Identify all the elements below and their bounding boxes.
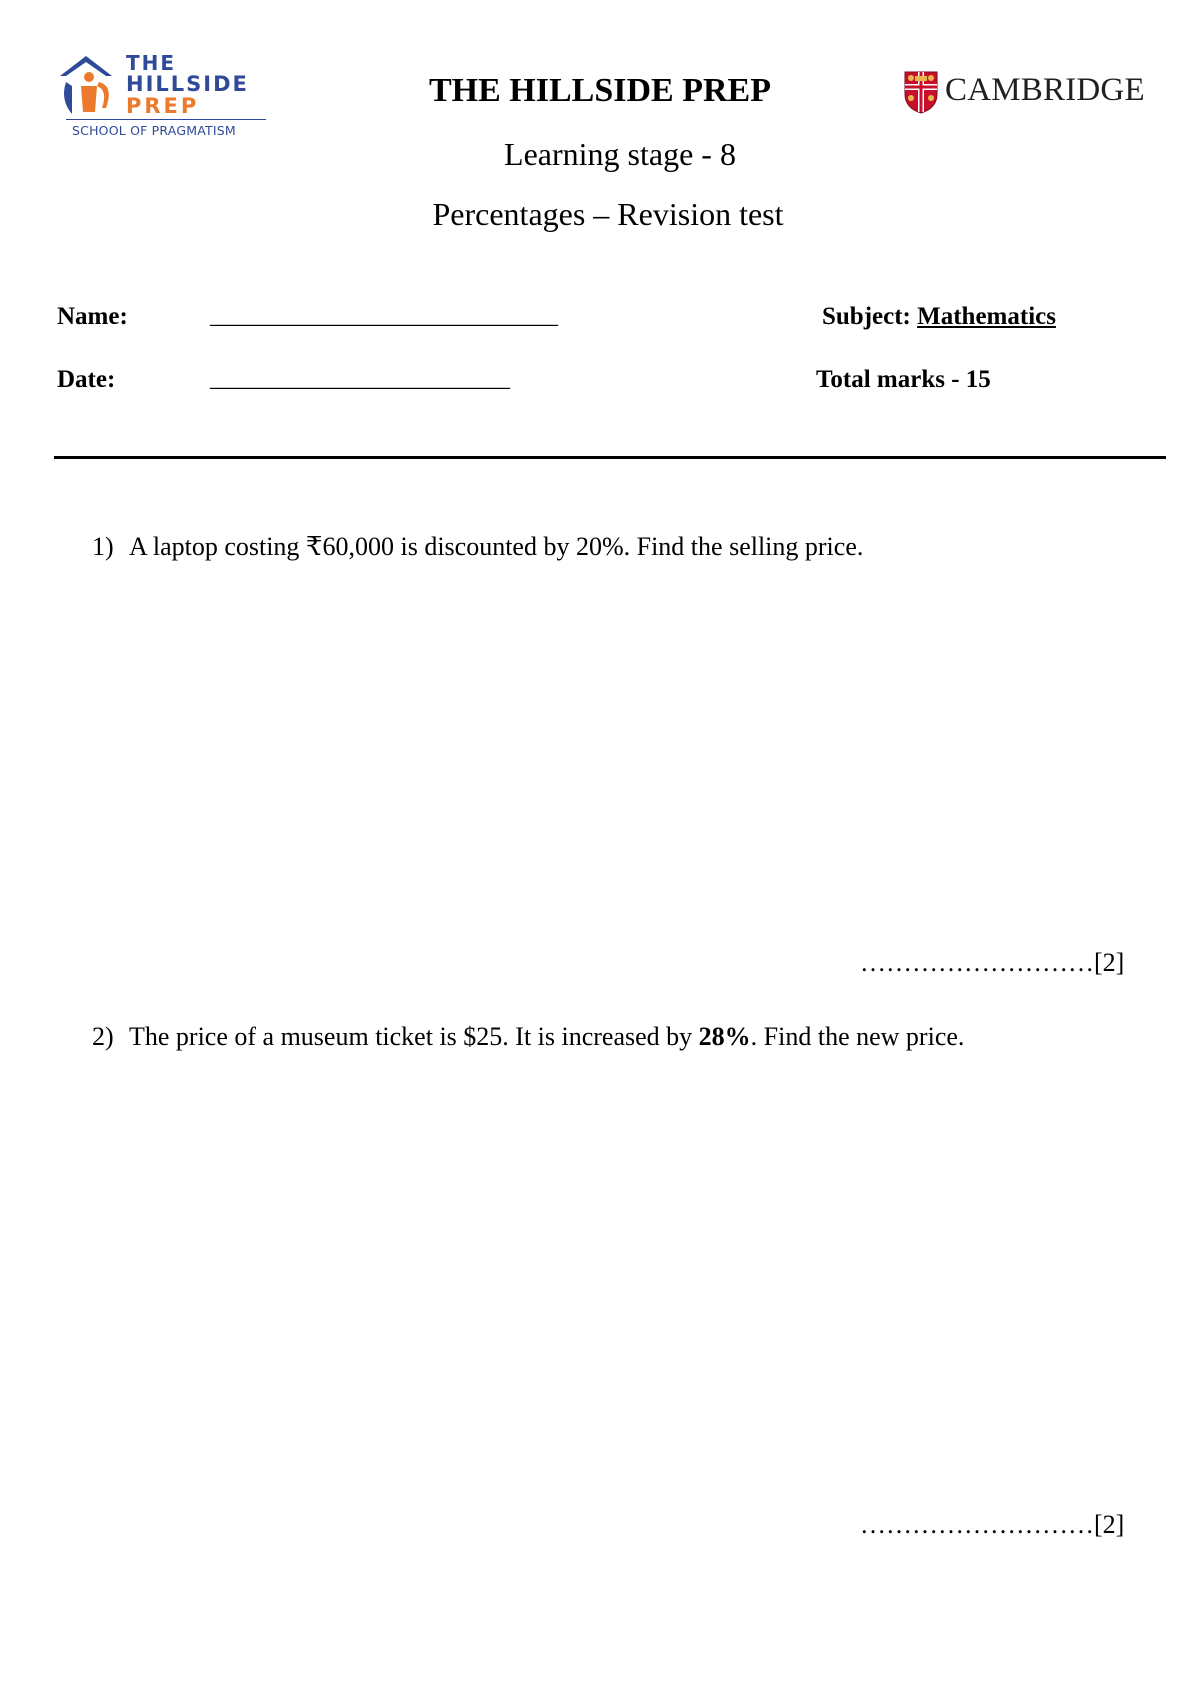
learning-stage: Learning stage - 8: [504, 136, 736, 172]
logo-text-prep: PREP: [126, 94, 200, 118]
question-text-end: . Find the new price.: [750, 1022, 965, 1051]
logo-text-the: THE: [126, 51, 177, 75]
question-text-bold: 28%: [698, 1022, 751, 1051]
logo-divider: [66, 119, 266, 120]
answer-line-2: ………………………[2]: [860, 1510, 1125, 1539]
school-title: THE HILLSIDE PREP: [429, 72, 771, 109]
question-1: [92, 532, 863, 562]
logo-tagline: SCHOOL OF PRAGMATISM: [72, 123, 236, 138]
test-title: Percentages – Revision test: [432, 196, 784, 232]
question-text-start: The price of a museum ticket is $25. It is increased by: [129, 1022, 699, 1051]
name-blank-line: _____________________________: [210, 303, 558, 329]
question-number: 2): [92, 1022, 114, 1051]
header-divider: [54, 456, 1166, 459]
date-label: Date:: [57, 366, 116, 393]
subject-label: Subject:: [822, 303, 911, 330]
subject-value: Mathematics: [917, 303, 1056, 330]
question-text: A laptop costing ₹60,000 is discounted by 20%. Find the selling price.: [129, 532, 864, 561]
cambridge-wordmark: CAMBRIDGE: [945, 72, 1145, 108]
logo-text-hillside: HILLSIDE: [126, 72, 249, 96]
subject-field: [822, 303, 1056, 331]
question-number: 1): [92, 532, 114, 561]
date-blank-line: _________________________: [210, 366, 510, 392]
total-marks: Total marks - 15: [816, 366, 991, 393]
question-2: [92, 1022, 964, 1052]
answer-line-1: ………………………[2]: [860, 948, 1125, 977]
name-label: Name:: [57, 303, 128, 330]
